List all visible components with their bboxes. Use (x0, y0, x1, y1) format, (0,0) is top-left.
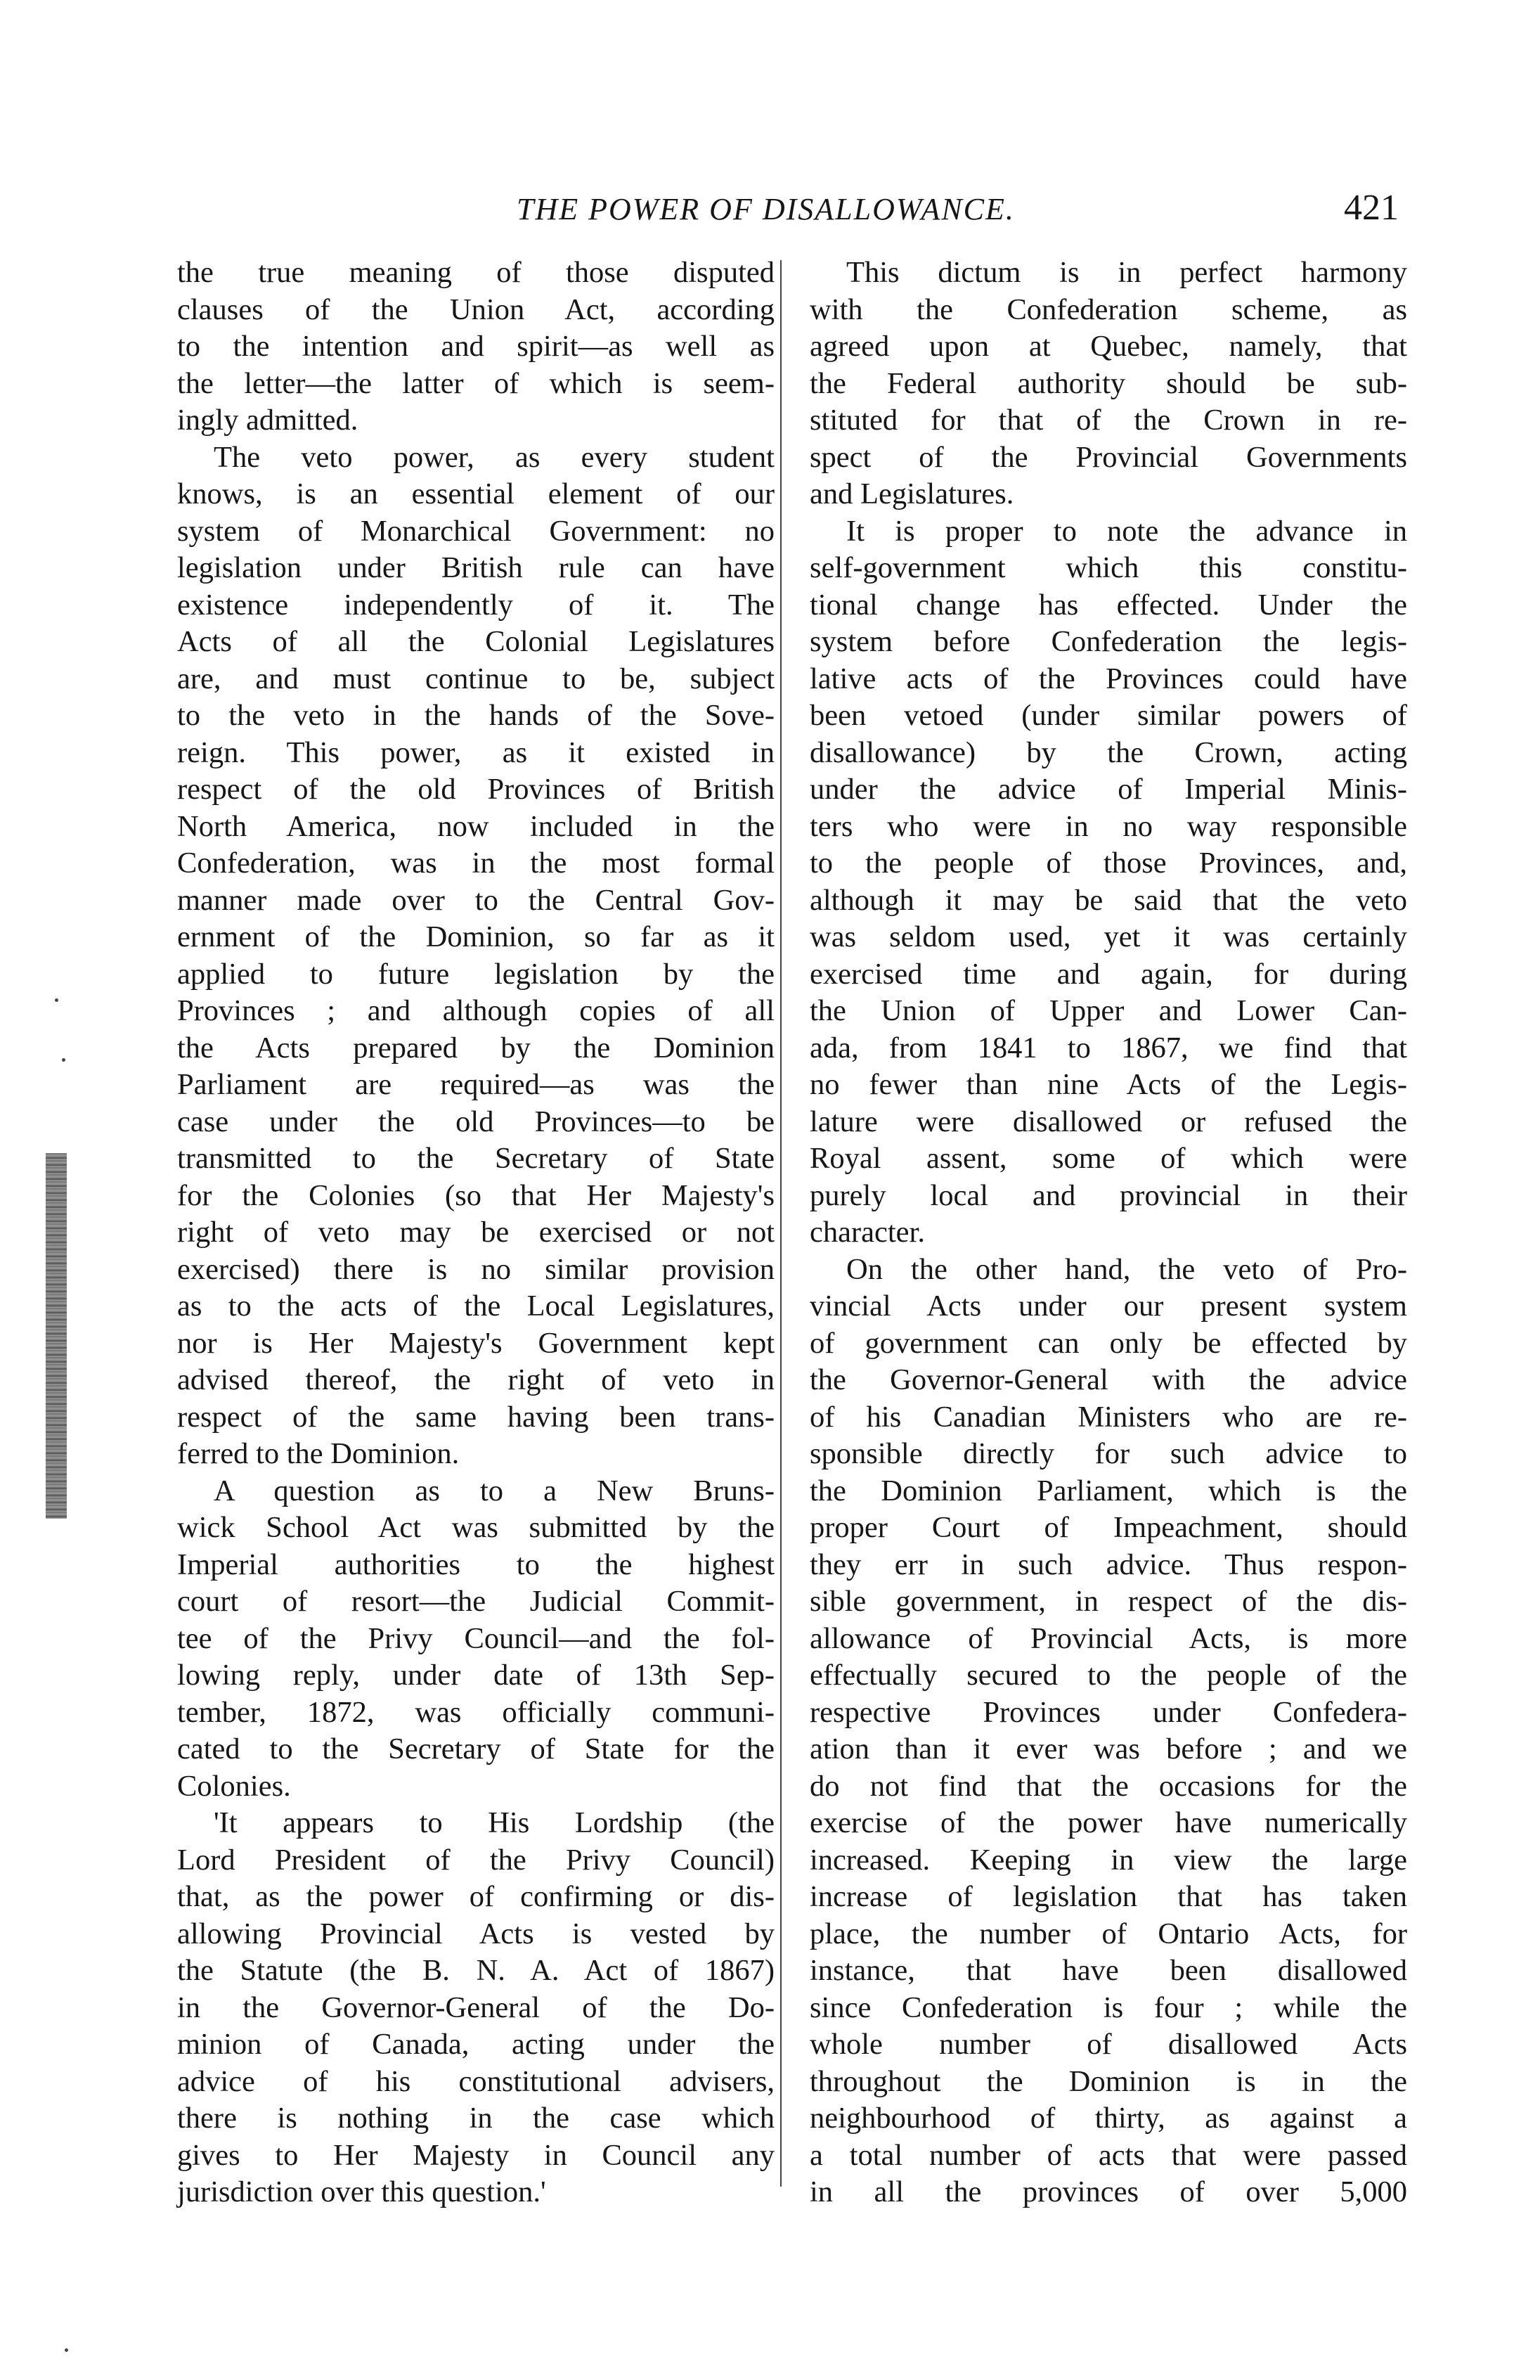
text-line: increased. Keeping in view the large (810, 1843, 1407, 1877)
text-line: vincial Acts under our present system (810, 1289, 1407, 1323)
right-column (810, 255, 1407, 2211)
column-divider (780, 260, 782, 2187)
text-line: reign. This power, as it existed in (177, 735, 775, 769)
text-line: was seldom used, yet it was certainly (810, 920, 1407, 953)
text-line: disallowance) by the Crown, acting (810, 735, 1407, 769)
text-line: for the Colonies (so that Her Majesty's (177, 1178, 775, 1212)
text-line: jurisdiction over this question.' (177, 2175, 546, 2208)
text-line: lowing reply, under date of 13th Sep- (177, 1659, 775, 1692)
text-line: although it may be said that the veto (810, 883, 1407, 917)
text-line: the Federal authority should be sub- (810, 366, 1407, 400)
text-line: court of resort—the Judicial Commit- (177, 1585, 775, 1618)
text-line: knows, is an essential element of our (177, 477, 775, 510)
text-line: sponsible directly for such advice to (810, 1437, 1407, 1470)
text-line: This dictum is in perfect harmony (846, 256, 1407, 289)
text-line: spect of the Provincial Governments (810, 440, 1407, 474)
text-line: there is nothing in the case which (177, 2102, 775, 2135)
text-line: no fewer than nine Acts of the Legis- (810, 1068, 1407, 1101)
text-line: effectually secured to the people of the (810, 1659, 1407, 1692)
text-line: advised thereof, the right of veto in (177, 1363, 775, 1396)
text-line: It is proper to note the advance in (846, 514, 1407, 548)
text-line: Imperial authorities to the highest (177, 1548, 775, 1581)
text-line: to the veto in the hands of the Sove- (177, 699, 775, 732)
text-line: purely local and provincial in their (810, 1178, 1407, 1212)
text-line: legislation under British rule can have (177, 551, 775, 584)
text-line: self-government which this constitu- (810, 551, 1407, 584)
text-line: as to the acts of the Local Legislatures, (177, 1289, 775, 1323)
text-line: allowance of Provincial Acts, is more (810, 1621, 1407, 1655)
text-line: in the Governor-General of the Do- (177, 1990, 775, 2024)
text-line: stituted for that of the Crown in re- (810, 404, 1407, 437)
text-line: a total number of acts that were passed (810, 2138, 1407, 2172)
scan-speck (62, 1058, 65, 1062)
text-line: to the intention and spirit—as well as (177, 330, 775, 363)
page-number: 421 (1344, 188, 1399, 228)
text-line: ferred to the Dominion. (177, 1437, 460, 1470)
text-line: right of veto may be exercised or not (177, 1216, 775, 1249)
text-line: The veto power, as every student (214, 440, 775, 474)
text-line: to the people of those Provinces, and, (810, 847, 1407, 880)
text-line: manner made over to the Central Gov- (177, 883, 775, 917)
left-column (177, 255, 775, 2211)
text-line: that, as the power of confirming or dis- (177, 1880, 775, 1913)
text-line: On the other hand, the veto of Pro- (846, 1252, 1407, 1286)
text-line: ada, from 1841 to 1867, we find that (810, 1031, 1407, 1064)
text-line: A question as to a New Bruns- (214, 1474, 775, 1507)
text-line: in all the provinces of over 5,000 (810, 2175, 1407, 2208)
text-line: neighbourhood of thirty, as against a (810, 2102, 1407, 2135)
text-line: and Legislatures. (810, 477, 1014, 510)
text-line: allowing Provincial Acts is vested by (177, 1917, 775, 1950)
text-line: wick School Act was submitted by the (177, 1511, 775, 1544)
text-line: North America, now included in the (177, 809, 775, 843)
text-line: transmitted to the Secretary of State (177, 1142, 775, 1175)
text-line: agreed upon at Quebec, namely, that (810, 330, 1407, 363)
text-line: do not find that the occasions for the (810, 1769, 1407, 1803)
text-line: lative acts of the Provinces could have (810, 662, 1407, 695)
text-line: exercise of the power have numerically (810, 1806, 1407, 1839)
text-line: Colonies. (177, 1769, 291, 1803)
text-line: with the Confederation scheme, as (810, 292, 1407, 326)
text-line: they err in such advice. Thus respon- (810, 1548, 1407, 1581)
text-line: ingly admitted. (177, 404, 358, 437)
text-line: since Confederation is four ; while the (810, 1990, 1407, 2024)
text-line: of government can only be effected by (810, 1326, 1407, 1360)
text-line: Provinces ; and although copies of all (177, 994, 775, 1027)
text-line: ters who were in no way responsible (810, 809, 1407, 843)
text-line: proper Court of Impeachment, should (810, 1511, 1407, 1544)
text-line: the Union of Upper and Lower Can- (810, 994, 1407, 1027)
text-line: exercised) there is no similar provision (177, 1252, 775, 1286)
text-line: 'It appears to His Lordship (the (214, 1806, 775, 1839)
text-line: under the advice of Imperial Minis- (810, 773, 1407, 806)
scan-speck (55, 998, 58, 1002)
text-line: exercised time and again, for during (810, 957, 1407, 991)
text-line: system of Monarchical Government: no (177, 514, 775, 548)
text-line: ation than it ever was before ; and we (810, 1732, 1407, 1765)
text-line: been vetoed (under similar powers of (810, 699, 1407, 732)
text-line: applied to future legislation by the (177, 957, 775, 991)
text-line: respect of the same having been trans- (177, 1400, 775, 1434)
text-line: increase of legislation that has taken (810, 1880, 1407, 1913)
text-line: minion of Canada, acting under the (177, 2028, 775, 2061)
text-line: respect of the old Provinces of British (177, 773, 775, 806)
scan-speck (65, 2348, 68, 2352)
text-line: Confederation, was in the most formal (177, 847, 775, 880)
text-line: respective Provinces under Confedera- (810, 1695, 1407, 1729)
running-title: THE POWER OF DISALLOWANCE. (517, 192, 1015, 226)
text-line: the Statute (the B. N. A. Act of 1867) (177, 1954, 775, 1987)
text-line: the Dominion Parliament, which is the (810, 1474, 1407, 1507)
running-head (0, 188, 1540, 238)
text-line: sible government, in respect of the dis- (810, 1585, 1407, 1618)
text-line: tee of the Privy Council—and the fol- (177, 1621, 775, 1655)
text-line: case under the old Provinces—to be (177, 1105, 775, 1138)
text-line: are, and must continue to be, subject (177, 662, 775, 695)
text-line: Parliament are required—as was the (177, 1068, 775, 1101)
gutter-scan-mark (46, 1153, 67, 1519)
text-line: Acts of all the Colonial Legislatures (177, 625, 775, 658)
text-line: cated to the Secretary of State for the (177, 1732, 775, 1765)
text-line: instance, that have been disallowed (810, 1954, 1407, 1987)
text-line: nor is Her Majesty's Government kept (177, 1326, 775, 1360)
text-line: throughout the Dominion is in the (810, 2064, 1407, 2098)
text-line: lature were disallowed or refused the (810, 1105, 1407, 1138)
text-line: clauses of the Union Act, according (177, 292, 775, 326)
text-line: ernment of the Dominion, so far as it (177, 920, 775, 953)
text-line: character. (810, 1216, 925, 1249)
text-line: advice of his constitutional advisers, (177, 2064, 775, 2098)
text-line: the true meaning of those disputed (177, 256, 775, 289)
text-line: tional change has effected. Under the (810, 588, 1407, 622)
text-line: of his Canadian Ministers who are re- (810, 1400, 1407, 1434)
text-line: existence independently of it. The (177, 588, 775, 622)
text-line: the Acts prepared by the Dominion (177, 1031, 775, 1064)
text-line: Royal assent, some of which were (810, 1142, 1407, 1175)
text-line: place, the number of Ontario Acts, for (810, 1917, 1407, 1950)
text-line: system before Confederation the legis- (810, 625, 1407, 658)
text-line: the Governor-General with the advice (810, 1363, 1407, 1396)
text-line: gives to Her Majesty in Council any (177, 2138, 775, 2172)
text-line: whole number of disallowed Acts (810, 2028, 1407, 2061)
text-line: the letter—the latter of which is seem- (177, 366, 775, 400)
text-line: tember, 1872, was officially communi- (177, 1695, 775, 1729)
text-line: Lord President of the Privy Council) (177, 1843, 775, 1877)
